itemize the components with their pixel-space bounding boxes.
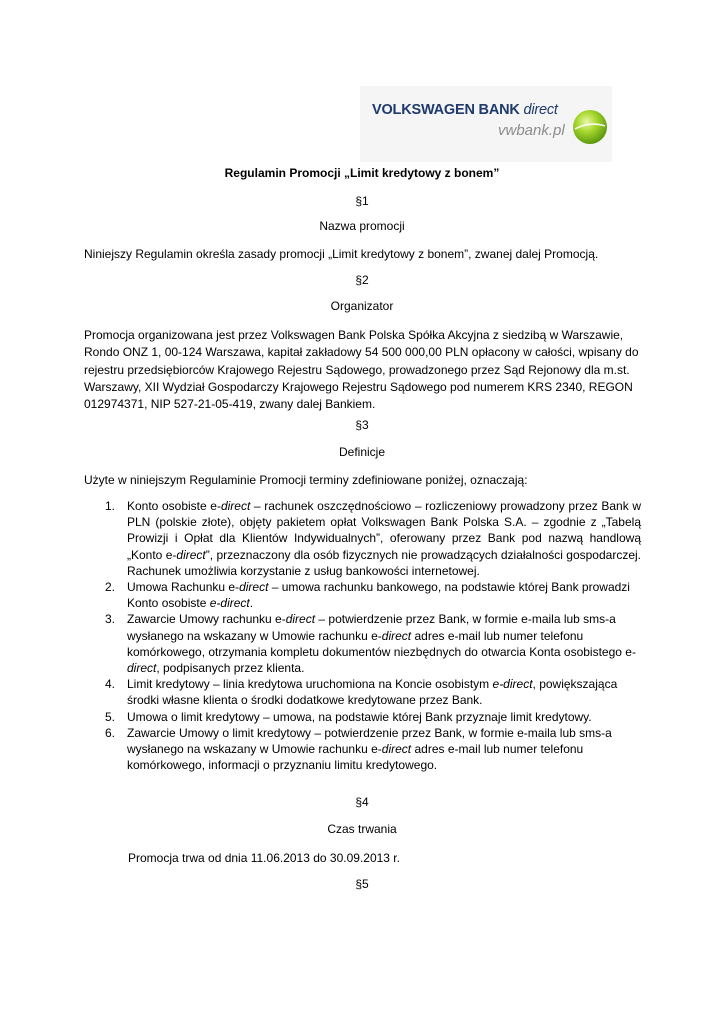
section-3-intro: Użyte w niniejszym Regulaminie Promocji terminy zdefiniowane poniżej, oznaczają: [84,473,528,487]
section-4-text: Promocja trwa od dnia 11.06.2013 do 30.09.2013 r. [128,851,400,865]
section-1-number: §1 [355,194,369,208]
section-1-text: Niniejszy Regulamin określa zasady promocji „Limit kredytowy z bonem”, zwanej dalej Promocją. [84,247,599,261]
definitions-list [84,498,641,773]
section-3-number: §3 [355,418,369,432]
list-item: 3. Zawarcie Umowy rachunku e-direct – potwierdzenie przez Bank, w formie e-maila lub sms-a wysłanego na wskazany w Umowie rachunku e-direct adres e-mail lub numer telefonu komórkowego, otrzymania kompletu dokumentów niezbędnych do otwarcia Konta osobistego e-direct, podpisanych przez klienta. [105,612,636,676]
volkswagen-bank-logo [360,86,612,162]
list-item: 6. Zawarcie Umowy o limit kredytowy – potwierdzenie przez Bank, w formie e-maila lub sms-a wysłanego na wskazany w Umowie rachunku e-direct adres e-mail lub numer telefonu komórkowego, informacji o przyznaniu limitu kredytowego. [105,725,612,773]
section-4-number: §4 [355,795,369,809]
section-1-heading: Nazwa promocji [319,219,405,233]
document-title: Regulamin Promocji „Limit kredytowy z bonem” [224,166,500,180]
list-item: 2. Umowa Rachunku e-direct – umowa rachunku bankowego, na podstawie której Bank prowadzi Konto osobiste e-direct. [105,580,630,611]
list-item: 4. Limit kredytowy – linia kredytowa uruchomiona na Koncie osobistym e-direct, powiększająca środki własne klienta o środki dodatkowe kredytowane przez Bank. [105,677,618,708]
section-4-heading: Czas trwania [327,822,397,836]
section-2-text: Promocja organizowana jest przez Volkswagen Bank Polska Spółka Akcyjna z siedzibą w Warszawie, Rondo ONZ 1, 00-124 Warszawa, kapitał zakładowy 54 500 000,00 PLN opłacony w całości, wpisany do rejestru przedsiębiorców Krajowego Rejestru Sądowego, prowadzonego przez Sąd Rejonowy dla m.st. Warszawy, XII Wydział Gospodarczy Krajowego Rejestru Sądowego pod numerem KRS 2340, REGON 012974371, NIP 527-21-05-419, zwany dalej Bankiem. [84,328,639,412]
list-item: 5. Umowa o limit kredytowy – umowa, na podstawie której Bank przyznaje limit kredytowy. [105,709,592,724]
logo-url: vwbank.pl [498,122,565,139]
section-5-number: §5 [355,877,369,891]
section-2-number: §2 [355,273,369,287]
list-item: 1. Konto osobiste e-direct – rachunek oszczędnościowo – rozliczeniowy prowadzony przez Bank w PLN (polskie złote), objęty pakietem opłat Volkswagen Bank Polska S.A. – zgodnie z „Tabelą Prowizji i Opłat dla Klientów Indywidualnych”, oferowany przez Bank pod nazwą handlową „Konto e-direct”, przeznaczony dla osób fizycznych nie prowadzących działalności gospodarczej. Rachunek umożliwia korzystanie z usług bankowości internetowej. [105,499,641,578]
section-3-heading: Definicje [338,445,386,459]
logo-brand: VOLKSWAGEN BANK direct [372,102,558,118]
green-ball-icon [571,108,609,146]
section-2-heading: Organizator [330,299,394,313]
